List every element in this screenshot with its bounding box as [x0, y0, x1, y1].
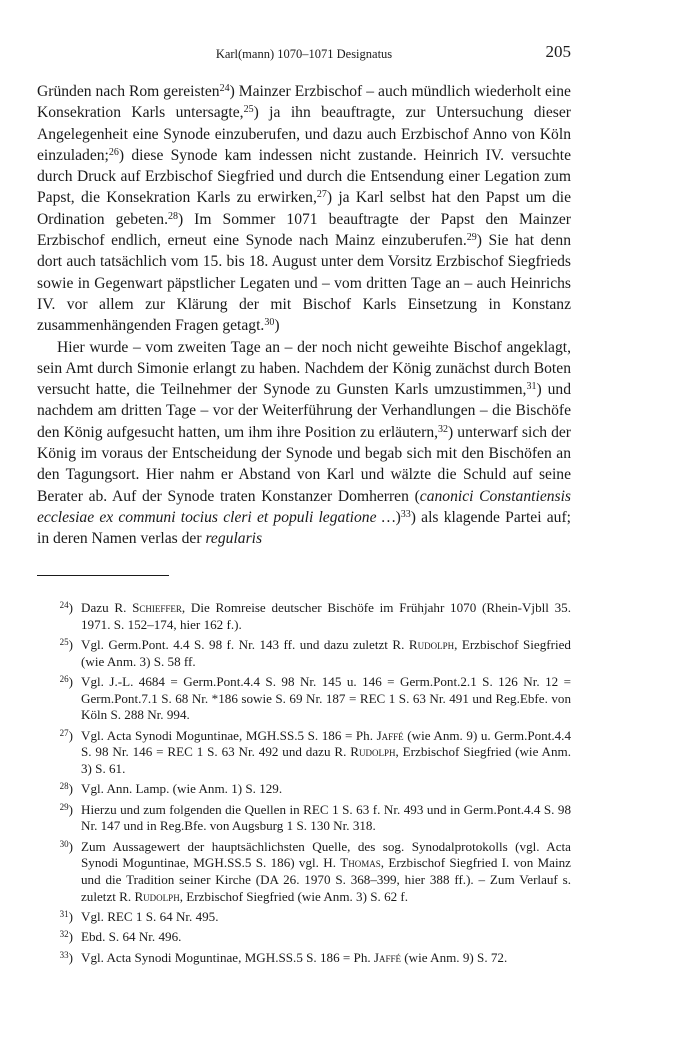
footnote-ref-32[interactable]: 32 — [438, 423, 449, 435]
footnote-number: $^{24}$) — [59, 600, 73, 615]
text-run: (wie Anm. 9) S. 72. — [401, 949, 508, 965]
footnote-33 — [37, 950, 571, 967]
footnote-number-value: 30 — [59, 838, 69, 849]
footnote-30 — [37, 839, 571, 906]
text-run: Zum Aussagewert der hauptsächlichsten Quelle, des sog. Synodalprotokolls (vgl. Acta Synodi Moguntinae, MGH.SS.5 S. 186) vgl. H. — [81, 838, 571, 871]
footnote-number: $^{30}$) — [59, 838, 73, 854]
text-run: ) ja ihn beauftragte, zur Untersuchung dieser Angelegenheit eine Synode einzuberufen, und dazu auch Erzbischof Anno von Köln einzuladen; — [37, 104, 571, 164]
footnote-ref-26[interactable]: 26 — [108, 146, 119, 158]
author-name: Jaffé — [376, 727, 404, 743]
paragraph-1 — [37, 81, 571, 337]
footnote-number: $^{31}$) — [59, 909, 73, 925]
text-run: , Erzbischof Siegfried I. von Mainz und die Tradition seiner Kirche (DA 26. 1970 S. 368–399, hier 388 ff.). – Zum Verlauf s. zuletzt R. — [81, 855, 571, 904]
footnotes — [37, 600, 571, 970]
footnote-number: $^{28}$) — [59, 781, 73, 797]
footnote-ref-27[interactable]: 27 — [316, 189, 327, 201]
footnote-ref-24[interactable]: 24 — [219, 83, 230, 94]
footnote-number-value: 32 — [59, 929, 69, 940]
author-name: Rudolph — [134, 888, 180, 904]
footnote-divider — [37, 575, 169, 576]
text-run: Dazu R. — [81, 600, 133, 615]
footnote-26 — [37, 674, 571, 724]
text-run: , Die Romreise deutscher Bischöfe im Frühjahr 1070 (Rhein-Vjbll 35. 1971. S. 152–174, hier 162 f.). — [81, 600, 571, 632]
text-run: ) diese Synode kam indessen nicht zustande. Heinrich IV. versuchte durch Druck auf Erzbischof Siegfried und durch die Entsendung einer Legation zum Papst, die Konsekration Karls zu erwirken, — [37, 146, 571, 207]
paragraph-2 — [37, 337, 571, 550]
text-run: Vgl. REC 1 S. 64 Nr. 495. — [81, 909, 219, 925]
footnote-31 — [37, 909, 571, 926]
latin-quotation: canonici Constantiensis ecclesiae ex communi tocius cleri et populi legatione … — [37, 487, 572, 526]
author-name: Thomas — [340, 855, 381, 871]
footnote-ref-33[interactable]: 33 — [400, 508, 411, 520]
author-name: Schieffer — [132, 600, 182, 615]
footnote-ref-28[interactable]: 28 — [167, 210, 178, 222]
footnote-number-value: 28 — [59, 781, 69, 792]
text-run: ) Im Sommer 1071 beauftragte der Papst den Mainzer Erzbischof endlich, erneut eine Synode nach Mainz einzuberufen. — [37, 210, 571, 250]
text-run: Gründen nach Rom gereisten — [37, 83, 220, 100]
author-name: Rudolph — [408, 637, 455, 652]
footnote-29 — [37, 802, 571, 835]
footnote-27 — [37, 728, 571, 778]
page-number: 205 — [545, 42, 571, 61]
text-run: ) unterwarf sich der König im voraus der Entscheidung der Synode und begab sich mit den Bischöfen an den Tagungsort. Hier nahm er Abstand von Karl und wälzte die Schuld auf seine Berater ab. Auf der Synode traten Konstanzer Domherren ( — [37, 423, 571, 505]
text-run: (wie Anm. 9) u. Germ.Pont.4.4 S. 98 Nr. 146 = REC 1 S. 63 Nr. 492 und dazu R. — [81, 727, 571, 760]
footnote-number-value: 26 — [59, 674, 69, 684]
text-run: Vgl. Acta Synodi Moguntinae, MGH.SS.5 S. 186 = Ph. — [81, 727, 377, 743]
text-run: ) — [395, 508, 401, 526]
text-run: Vgl. Germ.Pont. 4.4 S. 98 f. Nr. 143 ff. und dazu zuletzt R. — [81, 637, 409, 652]
footnote-ref-29[interactable]: 29 — [466, 232, 477, 244]
text-run: Ebd. S. 64 Nr. 496. — [81, 929, 182, 945]
text-run: Vgl. Ann. Lamp. (wie Anm. 1) S. 129. — [81, 781, 283, 797]
text-run: ) und nachdem am dritten Tage – vor der Weiterführung der Verhandlungen – die Bischöfe den König aufgesucht hatten, um ihm ihre Position zu erläutern, — [37, 381, 571, 441]
footnote-number: $^{29}$) — [59, 801, 73, 817]
text-run: ) Mainzer Erzbischof – auch mündlich wiederholt eine Konsekration Karls untersagte, — [37, 83, 571, 122]
text-run: Vgl. J.-L. 4684 = Germ.Pont.4.4 S. 98 Nr. 145 u. 146 = Germ.Pont.2.1 S. 126 Nr. 12 = Germ.Pont.7.1 S. 68 Nr. *186 sowie S. 69 Nr. 187 = REC 1 S. 63 Nr. 491 und Reg.Ebfe. von Köln S. 288 Nr. 994. — [81, 674, 571, 723]
author-name: Jaffé — [373, 949, 402, 965]
text-run: Vgl. Acta Synodi Moguntinae, MGH.SS.5 S. 186 = Ph. — [81, 949, 374, 965]
footnote-number-value: 31 — [59, 909, 69, 920]
text-run: ) ja Karl selbst hat den Papst um die Ordination gebeten. — [37, 189, 571, 228]
text-run: Hierzu und zum folgenden die Quellen in REC 1 S. 63 f. Nr. 493 und in Germ.Pont.4.4 S. 98 Nr. 147 und in Reg.Bfe. von Augsburg 1 S. 130 Nr. 318. — [81, 801, 571, 834]
footnote-number-value: 27 — [59, 727, 69, 738]
footnote-number-value: 29 — [59, 801, 69, 812]
footnote-ref-30[interactable]: 30 — [264, 317, 275, 329]
main-text — [37, 81, 571, 550]
running-header — [37, 42, 571, 62]
text-run: Hier wurde – vom zweiten Tage an – der noch nicht geweihte Bischof angeklagt, sein Amt durch Simonie erlangt zu haben. Nachdem der König zunächst durch Boten versucht hatte, die Teilnehmer der Synode zu Gunsten Karls umzustimmen, — [37, 338, 571, 399]
running-title: Karl(mann) 1070–1071 Designatus — [215, 47, 393, 61]
footnote-number: $^{26}$) — [59, 674, 73, 689]
footnote-32 — [37, 929, 571, 946]
text-run: , Erzbischof Siegfried (wie Anm. 3) S. 58 ff. — [81, 637, 571, 669]
footnote-number-value: 25 — [59, 637, 69, 647]
footnote-number: $^{33}$) — [59, 949, 73, 965]
text-run: ) als klagende Partei auf; in deren Namen verlas der — [37, 508, 571, 548]
text-run: ) Sie hat denn dort auch tatsächlich vom 15. bis 18. August unter dem Vorsitz Erzbischof Siegfrieds sowie in Gegenwart päpstlicher Legaten und – vom dritten Tage an – auch Heinrichs IV. vor allem zur Klärung der mit Bischof Karls Einsetzung in Konstanz zusammenhängenden Fragen getagt. — [37, 232, 571, 335]
footnote-ref-25[interactable]: 25 — [243, 104, 254, 116]
footnote-28 — [37, 781, 571, 798]
footnote-25 — [37, 637, 571, 670]
text-run: , Erzbischof Siegfried (wie Anm. 3) S. 61. — [81, 744, 571, 777]
footnote-number: $^{32}$) — [59, 929, 73, 945]
footnote-24 — [37, 600, 571, 633]
footnote-number-value: 33 — [59, 949, 69, 960]
text-run: ) — [274, 317, 280, 335]
footnote-number: $^{27}$) — [59, 727, 73, 743]
text-run: , Erzbischof Siegfried (wie Anm. 3) S. 62 f. — [179, 888, 409, 904]
footnote-ref-31[interactable]: 31 — [526, 381, 537, 393]
footnote-number-value: 24 — [59, 600, 69, 610]
latin-term: regularis — [205, 530, 263, 548]
author-name: Rudolph — [350, 744, 396, 760]
footnote-number: $^{25}$) — [59, 637, 73, 652]
